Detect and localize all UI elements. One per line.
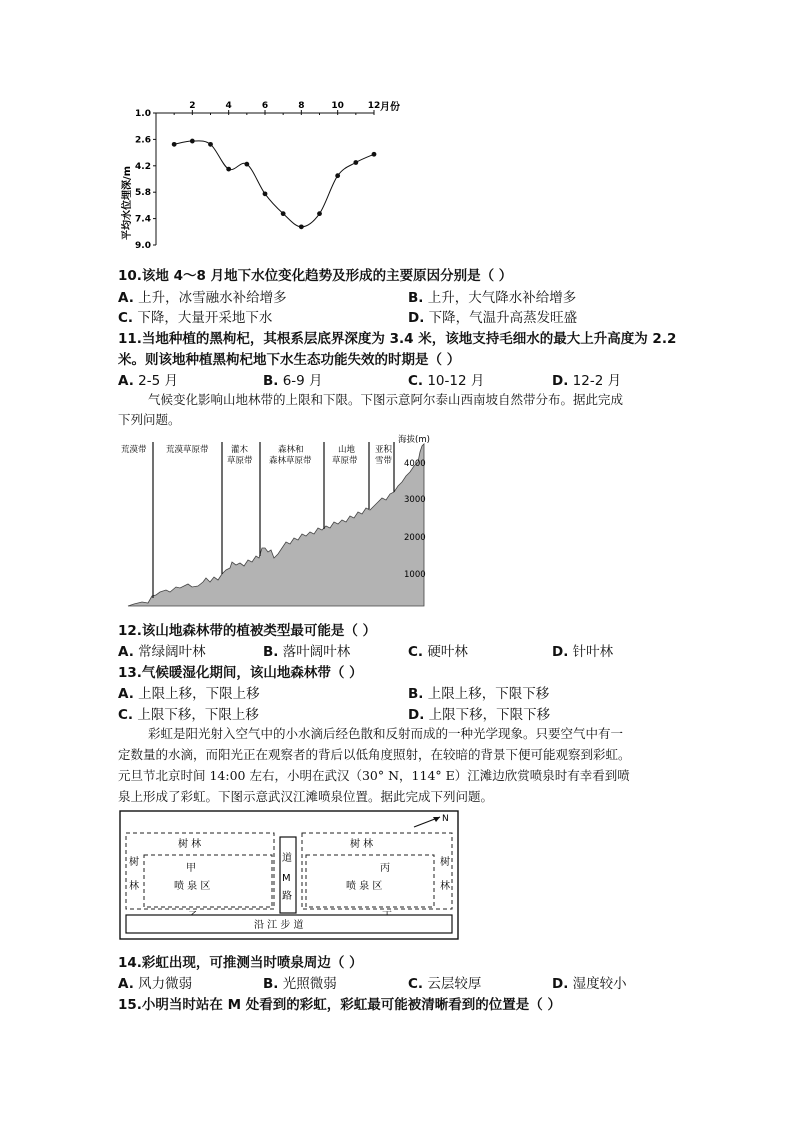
x-tick-label: 4 (225, 101, 232, 111)
chart-xlabel: 月份 (380, 102, 400, 113)
q13-option-a[interactable] (118, 682, 260, 702)
depth-data-point (281, 211, 286, 216)
x-tick-label: 6 (261, 101, 269, 111)
x-tick-label: 8 (298, 101, 305, 111)
groundwater-chart (110, 95, 410, 255)
q10-option-b[interactable] (408, 286, 576, 306)
mountain-profile (128, 444, 424, 606)
zone-label-mtn-steppe-b: 草原带 (332, 456, 358, 466)
zone-label-mtn-steppe-a: 山地 (338, 445, 356, 455)
q12-b-label: B. (263, 644, 279, 660)
passage3-line2: 定数量的水滴，而阳光正在观察者的背后以低角度照射，在较暗的背景下便可能观察到彩虹。 (118, 747, 631, 762)
q13-b-text: 上限上移，下限下移 (427, 686, 550, 702)
q15-stem: 15.小明当时站在 M 处看到的彩虹，彩虹最可能被清晰看到的位置是（ ） (118, 997, 561, 1013)
passage3-line1: 彩虹是阳光射入空气中的小水滴后经色散和反射而成的一种光学现象。只要空气中有一 (148, 726, 624, 741)
q14-option-b[interactable] (263, 972, 337, 992)
q11-c-label: C. (408, 373, 424, 389)
q11-a-text: 2-5 月 (138, 373, 178, 389)
zone-label-subnival-a: 亚积 (375, 445, 393, 455)
q11-b-label: B. (263, 373, 279, 389)
trees-left-b: 林 (129, 881, 139, 892)
q10-d-text: 下降，气温升高蒸发旺盛 (428, 310, 578, 326)
altitude-tick-4000: 4000 (404, 459, 426, 469)
label-bing: 丙 (380, 863, 390, 874)
q12-d-label: D. (552, 644, 569, 660)
y-tick-label: 2.6 (135, 135, 151, 146)
zone-label-shrub-b: 草原带 (227, 456, 253, 466)
q14-d-label: D. (552, 976, 569, 992)
trees-left-a: 树 (129, 857, 139, 868)
q13-a-label: A. (118, 686, 134, 702)
q11-option-c[interactable] (408, 369, 484, 389)
q11-option-d[interactable] (552, 369, 621, 389)
q10-a-text: 上升，冰雪融水补给增多 (138, 290, 287, 306)
q13-option-d[interactable] (408, 703, 550, 723)
q11-d-text: 12-2 月 (572, 373, 622, 389)
depth-data-point (172, 142, 177, 147)
y-tick-label: 5.8 (135, 188, 151, 199)
q11-c-text: 10-12 月 (427, 373, 485, 389)
altitude-label: 海拔(m) (398, 435, 430, 445)
q14-option-d[interactable] (552, 972, 627, 992)
fountain-right-label: 喷 泉 区 (346, 881, 383, 892)
q14-stem: 14.彩虹出现，可推测当时喷泉周边（ ） (118, 955, 363, 971)
q13-b-label: B. (408, 686, 424, 702)
depth-series-line (174, 141, 374, 227)
q12-c-label: C. (408, 644, 424, 660)
q14-b-text: 光照微弱 (282, 976, 337, 992)
q10-c-text: 下降，大量开采地下水 (137, 310, 273, 326)
fountain-left-label: 喷 泉 区 (174, 881, 211, 892)
x-tick-label: 2 (189, 101, 196, 111)
q11-stem-line1: 11.当地种植的黑枸杞，其根系层底界深度为 3.4 米，该地支持毛细水的最大上升高度为 2.2 (118, 331, 677, 347)
passage3-line3: 元旦节北京时间 14:00 左右，小明在武汉（30° N，114° E）江滩边欣赏喷泉时有幸看到喷 (118, 768, 630, 783)
q12-a-label: A. (118, 644, 134, 660)
depth-data-point (317, 211, 322, 216)
fountain-map (118, 809, 462, 943)
altitude-tick-3000: 3000 (404, 495, 426, 505)
q12-option-b[interactable] (263, 640, 350, 660)
q13-option-c[interactable] (118, 703, 259, 723)
q11-option-b[interactable] (263, 369, 323, 389)
q10-b-label: B. (408, 290, 424, 306)
q13-c-text: 上限下移，下限上移 (137, 707, 259, 723)
q12-stem: 12.该山地森林带的植被类型最可能是（ ） (118, 623, 377, 639)
q12-b-text: 落叶阔叶林 (282, 644, 351, 660)
depth-data-point (353, 160, 358, 165)
q10-option-a[interactable] (118, 286, 287, 306)
q11-b-text: 6-9 月 (282, 373, 323, 389)
q10-d-label: D. (408, 310, 425, 326)
trees-right-b: 林 (440, 881, 450, 892)
q11-a-label: A. (118, 373, 134, 389)
y-tick-label: 9.0 (135, 241, 151, 251)
q10-option-c[interactable] (118, 306, 272, 326)
q13-option-b[interactable] (408, 682, 549, 702)
zone-label-desert: 荒漠带 (121, 445, 147, 455)
altitude-tick-1000: 1000 (404, 570, 426, 580)
q12-option-d[interactable] (552, 640, 613, 660)
q14-c-text: 云层较厚 (427, 976, 482, 992)
q12-c-text: 硬叶林 (427, 644, 468, 660)
q14-option-c[interactable] (408, 972, 481, 992)
q13-d-text: 上限下移，下限下移 (428, 707, 551, 723)
zone-label-desert-steppe: 荒漠草原带 (166, 445, 209, 455)
q12-a-text: 常绿阔叶林 (138, 644, 206, 660)
chart-ylabel: 平均水位埋深/m (122, 165, 133, 241)
walkway-label: 沿 江 步 道 (254, 920, 304, 931)
road-label-m: M (282, 873, 291, 884)
q13-d-label: D. (408, 707, 425, 723)
q14-c-label: C. (408, 976, 424, 992)
road-label-b: 路 (282, 891, 292, 902)
q10-option-d[interactable] (408, 306, 577, 326)
label-jia: 甲 (186, 863, 196, 874)
depth-data-point (263, 191, 268, 196)
q13-stem: 13.气候暖湿化期间，该山地森林带（ ） (118, 665, 363, 681)
passage2-line2: 下列问题。 (118, 412, 181, 427)
y-tick-label: 7.4 (135, 214, 151, 225)
profile-frame (118, 432, 119, 433)
chart-axes (156, 113, 374, 245)
altitude-tick-2000: 2000 (404, 533, 426, 543)
y-tick-label: 4.2 (135, 161, 151, 172)
trees-top-right: 树 林 (350, 839, 374, 850)
depth-data-point (226, 167, 231, 172)
q13-a-text: 上限上移，下限上移 (138, 686, 260, 702)
q11-d-label: D. (552, 373, 569, 389)
q14-b-label: B. (263, 976, 279, 992)
road-label-a: 道 (282, 853, 292, 864)
q10-stem: 10.该地 4～8 月地下水位变化趋势及形成的主要原因分别是（ ） (118, 268, 513, 284)
chart-ticks (135, 101, 380, 251)
q12-option-c[interactable] (408, 640, 468, 660)
q14-a-label: A. (118, 976, 134, 992)
passage2-line1: 气候变化影响山地林带的上限和下限。下图示意阿尔泰山西南坡自然带分布。据此完成 (148, 392, 624, 407)
q12-option-a[interactable] (118, 640, 206, 660)
q13-c-label: C. (118, 707, 134, 723)
depth-data-point (190, 139, 195, 144)
q12-d-text: 针叶林 (572, 644, 614, 660)
depth-data-point (244, 162, 249, 167)
zone-label-forest-a: 森林和 (278, 445, 304, 455)
trees-top-left: 树 林 (178, 839, 202, 850)
passage3-line4: 泉上形成了彩虹。下图示意武汉江滩喷泉位置。据此完成下列问题。 (118, 789, 494, 804)
zone-label-shrub-a: 灌木 (231, 445, 249, 455)
depth-data-point (372, 152, 377, 157)
y-tick-label: 1.0 (135, 109, 151, 119)
q14-a-text: 风力微弱 (138, 976, 193, 992)
depth-data-point (299, 224, 304, 229)
q14-d-text: 湿度较小 (572, 976, 627, 992)
q14-option-a[interactable] (118, 972, 192, 992)
altai-profile-diagram (118, 432, 438, 610)
q10-a-label: A. (118, 290, 134, 306)
north-label: N (442, 814, 449, 824)
chart-series (172, 139, 377, 230)
x-tick-label: 12 (367, 101, 381, 111)
zone-label-forest-b: 森林草原带 (269, 456, 312, 466)
depth-data-point (335, 173, 340, 178)
q10-c-label: C. (118, 310, 134, 326)
depth-data-point (208, 142, 213, 147)
trees-right-a: 树 (440, 857, 450, 868)
q11-stem-line2: 米。则该地种植黑枸杞地下水生态功能失效的时期是（ ） (118, 352, 461, 368)
q10-b-text: 上升，大气降水补给增多 (427, 290, 577, 306)
x-tick-label: 10 (331, 101, 344, 111)
zone-label-subnival-b: 雪带 (375, 456, 393, 466)
q11-option-a[interactable] (118, 369, 178, 389)
